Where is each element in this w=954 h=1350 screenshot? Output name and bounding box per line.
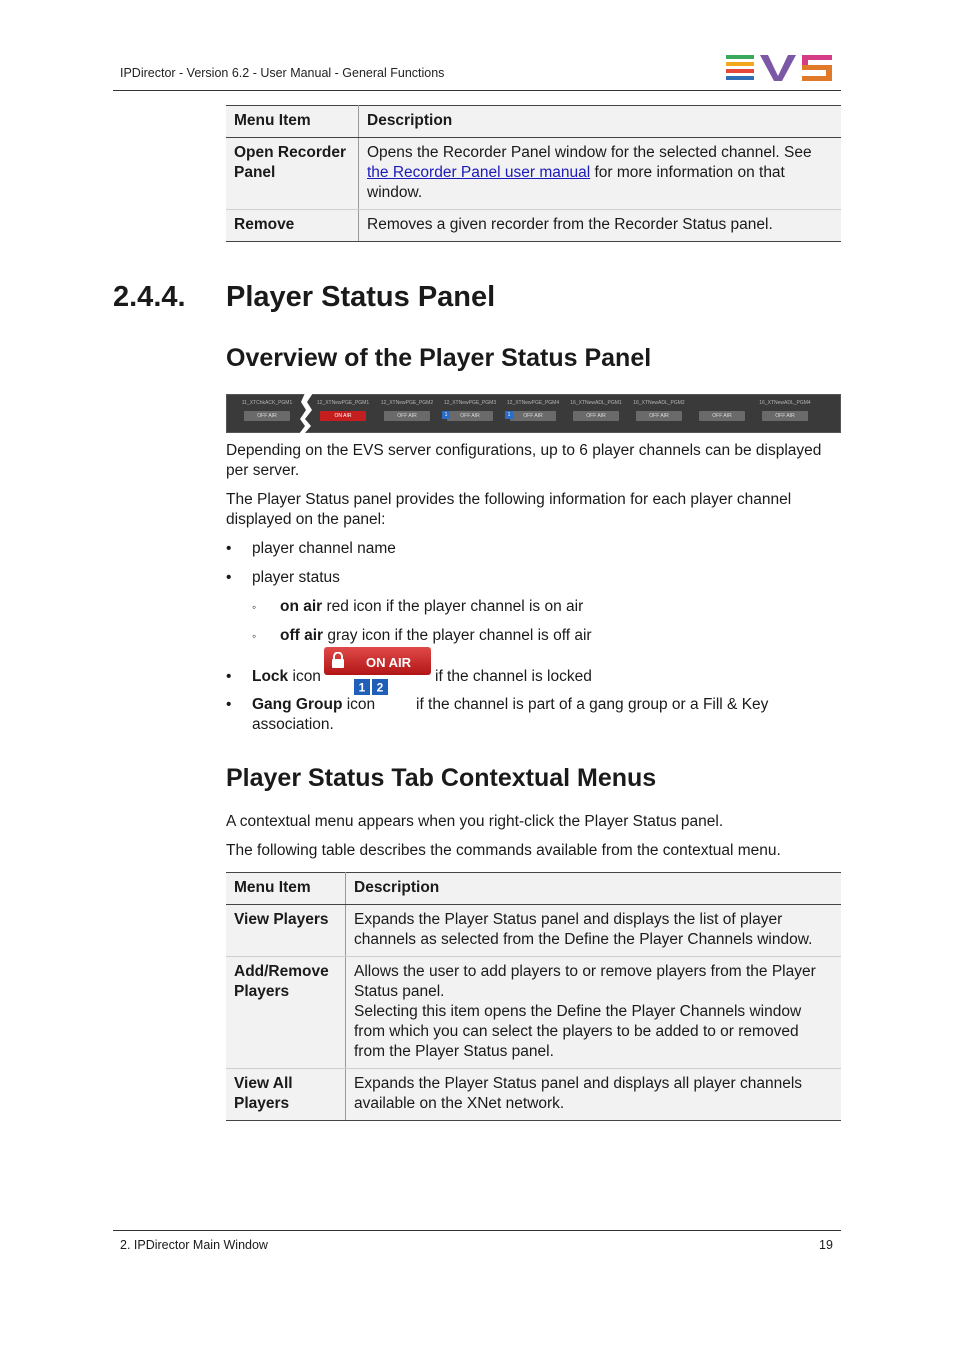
list-item-text: player status	[252, 569, 340, 586]
column-header-description: Description	[346, 873, 842, 905]
contextual-menu-table	[226, 872, 841, 1121]
column-header-description: Description	[359, 106, 842, 138]
list-item-text: if the channel is locked	[435, 668, 592, 685]
player-channel-slot[interactable]	[440, 399, 500, 427]
list-item-text: association.	[252, 716, 334, 733]
gang-group-icon	[354, 679, 388, 695]
player-status-button[interactable]: OFF AIR	[762, 411, 808, 421]
page-number: 19	[819, 1238, 833, 1252]
description-text: Opens the Recorder Panel window for the selected channel. See	[367, 144, 812, 161]
gang-badge-icon: 1	[505, 411, 513, 419]
player-status-button[interactable]: OFF AIR	[699, 411, 745, 421]
player-channel-slot[interactable]	[755, 399, 815, 427]
player-channel-slot[interactable]	[313, 399, 373, 427]
player-channel-name: 16_XTNewADL_PGM1	[570, 400, 622, 406]
evs-logo	[726, 54, 834, 82]
player-status-button[interactable]: OFF AIR	[244, 411, 290, 421]
footer-chapter: 2. IPDirector Main Window	[120, 1238, 268, 1252]
footer-divider	[113, 1230, 841, 1231]
menu-item-cell: View Players	[226, 905, 346, 957]
player-channel-slot[interactable]	[503, 399, 563, 427]
table-row	[226, 957, 841, 1069]
player-channel-name: 16_XTNewADL_PGM2	[633, 400, 685, 406]
menu-item-cell: Remove	[226, 210, 359, 242]
player-status-panel-screenshot	[226, 394, 841, 433]
description-cell	[359, 138, 842, 210]
description-text: Selecting this item opens the Define the Player Channels window from which you can select the players to be added to or removed from the Player Status panel.	[354, 1003, 802, 1060]
svg-text:2: 2	[376, 680, 384, 695]
overview-paragraph-2: The Player Status panel provides the following information for each player channel displayed on the panel:	[226, 491, 792, 528]
description-cell: Removes a given recorder from the Recorder Status panel.	[359, 210, 842, 242]
on-air-label: ON AIR	[366, 655, 412, 670]
column-header-menu-item: Menu Item	[226, 106, 359, 138]
document-header-title: IPDirector - Version 6.2 - User Manual - General Functions	[120, 66, 445, 80]
contextual-paragraph-1: A contextual menu appears when you right-click the Player Status panel.	[226, 813, 724, 830]
bold-term: off air	[280, 627, 324, 644]
section-number: 2.4.4.	[113, 281, 186, 313]
description-text: for more information on that window.	[367, 164, 785, 201]
list-item-text: player channel name	[252, 540, 396, 557]
description-text: Allows the user to add players to or remove players from the Player Status panel.	[354, 963, 816, 1000]
table-row	[226, 1069, 841, 1121]
section-title-text: Player Status Panel	[226, 281, 496, 313]
description-cell: Expands the Player Status panel and displays the list of player channels as selected from the Define the Player Channels window.	[346, 905, 842, 957]
table-row	[226, 210, 841, 242]
list-item-text: if the channel is part of a gang group or a Fill & Key	[416, 696, 769, 713]
player-channel-slot[interactable]	[377, 399, 437, 427]
description-cell	[346, 957, 842, 1069]
list-item-text: red icon if the player channel is on air	[322, 598, 584, 615]
bold-term: Lock	[252, 668, 289, 685]
padlock-icon	[331, 652, 345, 668]
list-item-text: gray icon if the player channel is off air	[323, 627, 592, 644]
column-header-menu-item: Menu Item	[226, 873, 346, 905]
svg-text:1: 1	[358, 680, 366, 695]
recorder-menu-table	[226, 105, 841, 242]
bold-term: on air	[280, 598, 323, 615]
player-channel-slot[interactable]	[566, 399, 626, 427]
table-row	[226, 905, 841, 957]
bold-term: Gang Group	[252, 696, 343, 713]
table-row	[226, 138, 841, 210]
player-channel-name: 12_XTNewPGE_PGM2	[380, 400, 434, 406]
tear-mark	[299, 393, 313, 434]
description-cell: Expands the Player Status panel and displays all player channels available on the XNet network.	[346, 1069, 842, 1121]
player-status-button[interactable]: OFF AIR	[384, 411, 430, 421]
menu-item-cell: Open Recorder Panel	[226, 138, 359, 210]
contextual-paragraph-2: The following table describes the commands available from the contextual menu.	[226, 842, 781, 859]
player-status-button[interactable]: OFF AIR	[636, 411, 682, 421]
list-item-text: icon	[342, 696, 376, 713]
player-status-button[interactable]: ON AIR	[320, 411, 366, 421]
menu-item-cell: View All Players	[226, 1069, 346, 1121]
player-channel-name: 11_XTChkACK_PGM1	[241, 400, 293, 406]
list-item-text: icon	[288, 668, 321, 685]
player-channel-slot[interactable]	[237, 399, 297, 427]
gang-badge-icon: 1	[442, 411, 450, 419]
contextual-menus-heading: Player Status Tab Contextual Menus	[226, 764, 657, 792]
recorder-panel-manual-link[interactable]: the Recorder Panel user manual	[367, 164, 591, 181]
header-divider	[113, 90, 841, 91]
lock-on-air-icon	[324, 647, 431, 675]
player-channel-slot[interactable]	[692, 399, 752, 427]
player-channel-name: 16_XTNewADL_PGM4	[759, 400, 811, 406]
player-channel-name: 12_XTNewPGE_PGM1	[316, 400, 370, 406]
player-channel-slot[interactable]	[629, 399, 689, 427]
player-channel-name: 12_XTNewPGE_PGM4	[506, 400, 560, 406]
overview-heading: Overview of the Player Status Panel	[226, 344, 652, 372]
section-title	[113, 281, 495, 314]
player-channel-name	[692, 399, 752, 408]
player-status-button[interactable]: OFF AIR	[573, 411, 619, 421]
player-channel-name: 12_XTNewPGE_PGM3	[443, 400, 497, 406]
menu-item-cell: Add/Remove Players	[226, 957, 346, 1069]
player-status-button[interactable]: OFF AIR	[510, 411, 556, 421]
player-status-button[interactable]: OFF AIR	[447, 411, 493, 421]
overview-paragraph-1: Depending on the EVS server configurations, up to 6 player channels can be displayed per server.	[226, 442, 822, 479]
